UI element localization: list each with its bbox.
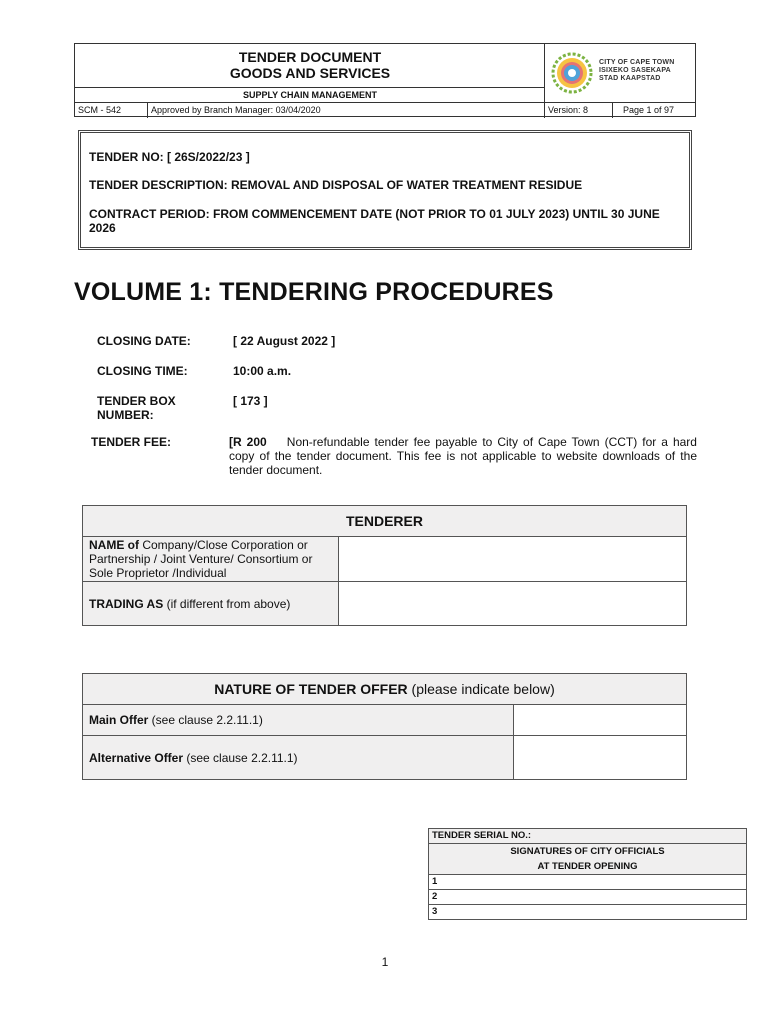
closing-time-label: CLOSING TIME: [97, 364, 188, 378]
serial-title: TENDER SERIAL NO.: [429, 829, 747, 844]
signatures-heading-line1: SIGNATURES OF CITY OFFICIALS [510, 846, 665, 857]
main-offer-bold: Main Offer [89, 713, 149, 727]
alternative-offer-rest: (see clause 2.2.11.1) [183, 750, 298, 765]
main-offer-rest: (see clause 2.2.11.1) [148, 713, 263, 727]
trading-as-rest: (if different from above) [163, 596, 291, 611]
tenderer-heading: TENDERER [83, 506, 687, 537]
closing-date-label: CLOSING DATE: [97, 334, 191, 348]
tender-fee-label: TENDER FEE: [91, 435, 172, 449]
city-logo [549, 50, 695, 96]
header-meta-row [75, 102, 695, 118]
trading-as-label [83, 582, 339, 626]
tender-serial-table [428, 828, 747, 920]
tender-fee-amount: [R 200 [229, 435, 267, 449]
document-header [74, 43, 696, 117]
trading-as-field[interactable] [339, 582, 687, 626]
tender-box-label: TENDER BOX NUMBER: [97, 394, 176, 422]
header-title-line2: GOODS AND SERVICES [229, 65, 391, 81]
version-text: Version: 8 [545, 103, 613, 118]
tender-fee-description [229, 435, 697, 477]
logo-line-1: CITY OF CAPE TOWN [599, 59, 675, 66]
logo-line-2: ISIXEKO SASEKAPA [599, 67, 671, 74]
header-title-line1: TENDER DOCUMENT [238, 49, 382, 65]
closing-time-value: 10:00 a.m. [233, 364, 292, 378]
volume-title: VOLUME 1: TENDERING PROCEDURES [74, 278, 554, 306]
company-name-field[interactable] [339, 537, 687, 582]
city-emblem-icon [549, 50, 595, 96]
header-subtitle: SUPPLY CHAIN MANAGEMENT [75, 87, 545, 102]
trading-as-bold: TRADING AS [89, 596, 164, 611]
doc-code: SCM - 542 [75, 103, 148, 118]
page-count: Page 1 of 97 [623, 105, 675, 115]
signature-row-3[interactable]: 3 [429, 905, 747, 920]
tender-offer-table [82, 673, 687, 780]
company-name-rest: Company/Close Corporation or Partnership / Joint Venture/ Consortium or Sole Proprietor /Individual [89, 538, 313, 580]
city-logo-text [599, 59, 674, 83]
logo-line-3: STAD KAAPSTAD [599, 75, 661, 82]
signatures-heading-line2: AT TENDER OPENING [537, 861, 638, 872]
main-offer-field[interactable] [514, 705, 687, 736]
company-name-label [83, 537, 339, 582]
header-title [75, 49, 545, 81]
offer-heading [83, 674, 687, 705]
offer-heading-rest: (please indicate below) [407, 681, 555, 697]
closing-date-value: [ 22 August 2022 ] [233, 334, 336, 348]
header-title-block [75, 44, 545, 102]
offer-heading-bold: NATURE OF TENDER OFFER [214, 681, 408, 697]
contract-period: CONTRACT PERIOD: FROM COMMENCEMENT DATE (NOT PRIOR TO 01 JULY 2023) UNTIL 30 JUNE 2026 [89, 207, 660, 235]
alternative-offer-label [83, 736, 514, 780]
page-number: 1 [381, 955, 389, 969]
tender-description: TENDER DESCRIPTION: REMOVAL AND DISPOSAL OF WATER TREATMENT RESIDUE [89, 178, 583, 192]
signature-row-2[interactable]: 2 [429, 890, 747, 905]
approval-text: Approved by Branch Manager: 03/04/2020 [148, 103, 545, 118]
tender-number: TENDER NO: [ 26S/2022/23 ] [89, 150, 250, 164]
main-offer-label [83, 705, 514, 736]
alternative-offer-field[interactable] [514, 736, 687, 780]
tender-fee-text: Non-refundable tender fee payable to City of Cape Town (CCT) for a hard copy of the tender document. This fee is not applicable to website downloads of the tender document. [229, 435, 697, 477]
company-name-bold: NAME of [89, 538, 139, 552]
signature-row-1[interactable]: 1 [429, 875, 747, 890]
tenderer-table [82, 505, 687, 626]
signatures-heading [429, 844, 747, 875]
tender-info-box [78, 130, 692, 250]
tender-box-value: [ 173 ] [233, 394, 268, 408]
alternative-offer-bold: Alternative Offer [89, 750, 184, 765]
